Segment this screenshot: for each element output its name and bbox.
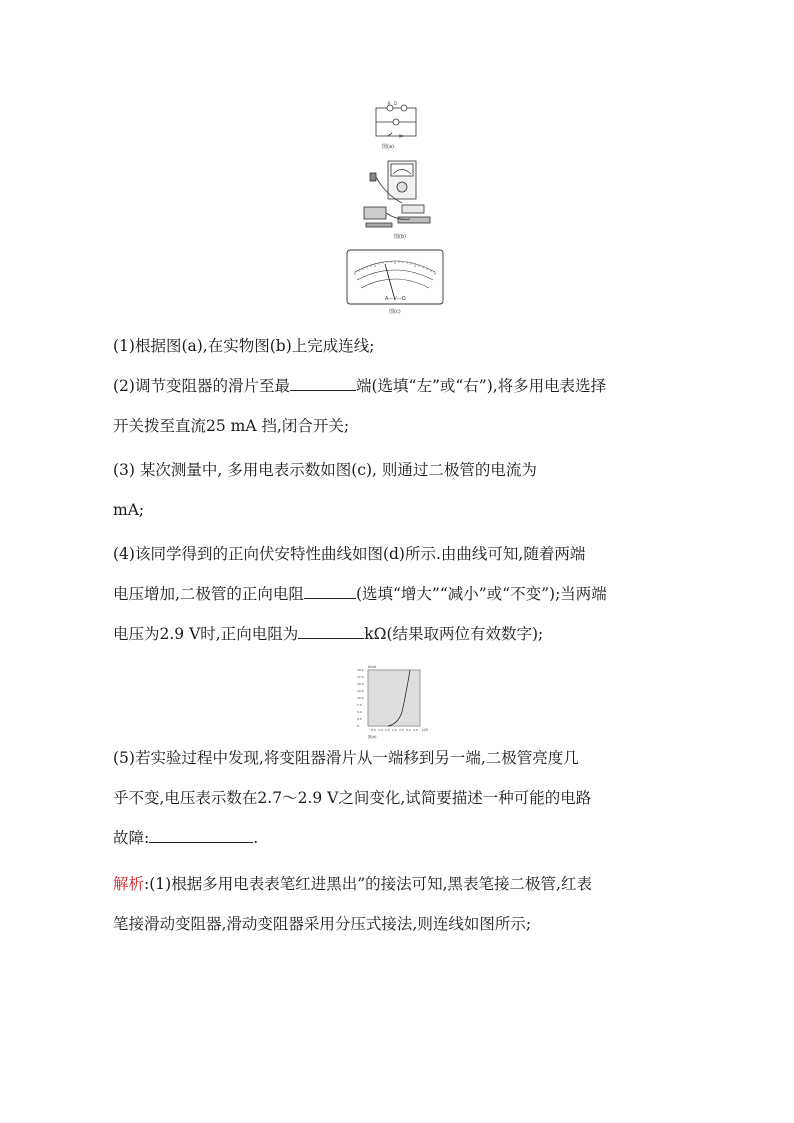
- solution: [113, 864, 683, 944]
- question-5-text-a: (5)若实验过程中发现,将变阻器滑片从一端移到另一端,二极管亮度几: [113, 749, 579, 767]
- figure-b-apparatus: [358, 155, 438, 240]
- x-tick-label: 2.0: [392, 728, 397, 732]
- figure-c-dial-label: A—V—Ω: [385, 296, 406, 302]
- question-5-text-c: 故障:: [113, 829, 150, 847]
- question-4-text-b: 电压增加,二极管的正向电阻: [113, 585, 304, 603]
- solution-line-1: :(1)根据多用电表表笔红进黑出”的接法可知,黑表笔接二极管,红表: [144, 875, 592, 893]
- question-4-text-d: 电压为2.9 V时,正向电阻为: [113, 625, 299, 643]
- question-4: [113, 534, 683, 654]
- figure-d-xlabel: U/V: [422, 728, 429, 732]
- question-3-text-b: mA;: [113, 501, 145, 519]
- figure-b-caption: 图(b): [394, 234, 407, 240]
- question-5-text-d: .: [253, 829, 259, 847]
- question-2-text-b: 端(选填“左”或“右”),将多用电表选择: [355, 377, 607, 395]
- y-tick-label: 20.0: [357, 668, 364, 672]
- solution-label: 解析: [113, 875, 145, 893]
- y-tick-label: 15.0: [357, 682, 364, 686]
- question-1: [113, 326, 683, 366]
- figure-d-iv-curve: [354, 662, 434, 740]
- figure-a-caption: 图(a): [382, 144, 394, 150]
- x-tick-label: 3.0: [406, 728, 411, 732]
- figure-d-caption: 图(d): [368, 735, 377, 739]
- question-3-text-a: (3) 某次测量中, 多用电表示数如图(c), 则通过二极管的电流为: [113, 461, 537, 479]
- y-tick-label: 5.0: [357, 710, 362, 714]
- question-2-text-a: (2)调节变阻器的滑片至最: [113, 377, 290, 395]
- answer-blank-4a[interactable]: [304, 580, 356, 599]
- figure-a-circuit-diagram: [370, 100, 422, 152]
- x-tick-label: 0.5: [371, 728, 376, 732]
- x-tick-label: 1.0: [378, 728, 383, 732]
- figure-c-caption: 图(c): [389, 309, 401, 315]
- question-1-text: (1)根据图(a),在实物图(b)上完成连线;: [113, 337, 375, 355]
- answer-blank-4b[interactable]: [298, 620, 364, 639]
- question-2-text-c: 开关拨至直流25 mA 挡,闭合开关;: [113, 417, 350, 435]
- y-tick-label: 17.5: [357, 675, 364, 679]
- svg-text:P: P: [388, 101, 391, 106]
- y-tick-label: 7.5: [357, 703, 362, 707]
- question-4-text-c: (选填“增大”“减小”或“不变”);当两端: [355, 585, 607, 603]
- question-3: [113, 450, 683, 530]
- y-tick-label: 10.0: [357, 696, 364, 700]
- x-tick-label: 2.5: [399, 728, 404, 732]
- question-4-text-a: (4)该同学得到的正向伏安特性曲线如图(d)所示.由曲线可知,随着两端: [113, 545, 586, 563]
- question-2: [113, 366, 683, 446]
- answer-blank-5[interactable]: [149, 824, 253, 843]
- x-tick-label: 3.5: [413, 728, 418, 732]
- y-tick-label: 12.5: [357, 689, 364, 693]
- y-tick-label: 0: [357, 724, 359, 728]
- question-4-text-e: kΩ(结果取两位有效数字);: [364, 625, 544, 643]
- question-5: [113, 738, 683, 858]
- solution-line-2: 笔接滑动变阻器,滑动变阻器采用分压式接法,则连线如图所示;: [113, 915, 532, 933]
- x-tick-label: 1.5: [385, 728, 390, 732]
- question-5-text-b: 乎不变,电压表示数在2.7～2.9 V之间变化,试简要描述一种可能的电路: [113, 789, 592, 807]
- figure-d-ylabel: I/mA: [368, 665, 377, 669]
- answer-blank-2[interactable]: [290, 372, 356, 391]
- y-tick-label: 2.5: [357, 717, 362, 721]
- figure-c-meter-dial: [345, 248, 445, 316]
- svg-text:D: D: [394, 101, 398, 106]
